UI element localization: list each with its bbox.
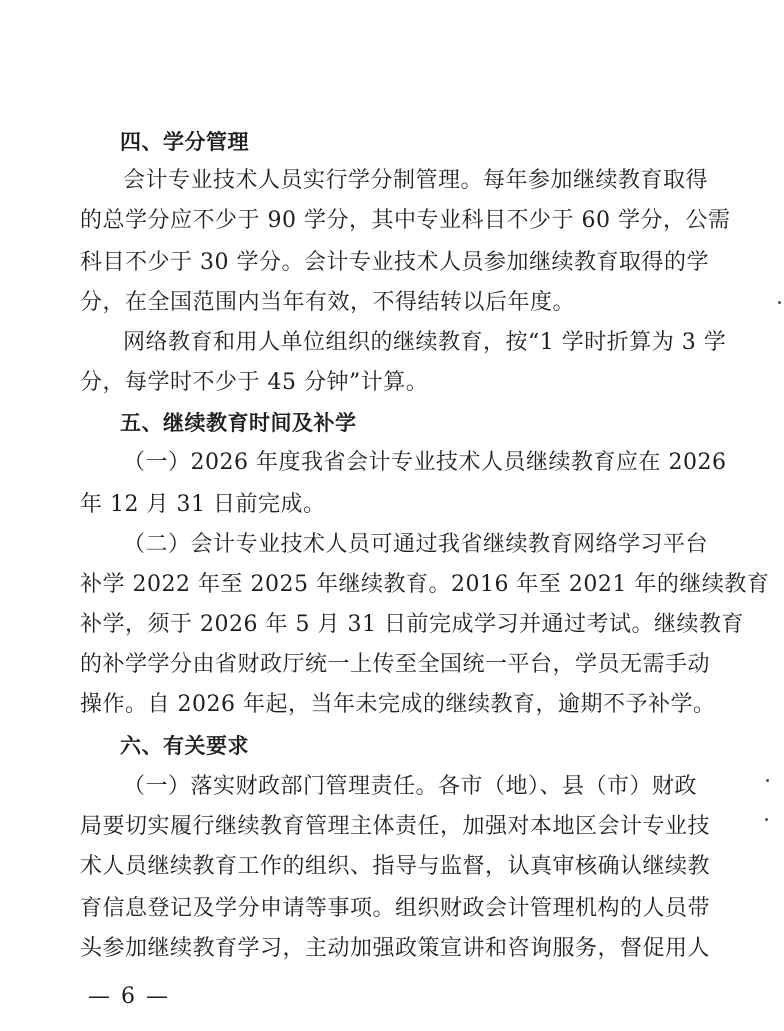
paragraph-line: 科目不少于 30 学分。会计专业技术人员参加继续教育取得的学 (80, 250, 709, 275)
scan-speck (765, 818, 768, 821)
paragraph-line: 分，在全国范围内当年有效，不得结转以后年度。 (80, 290, 576, 315)
paragraph-line: （二）会计专业技术人员可通过我省继续教育网络学习平台 (123, 532, 709, 557)
paragraph-line: 网络教育和用人单位组织的继续教育，按“1 学时折算为 3 学 (123, 330, 727, 355)
paragraph-line: 操作。自 2026 年起，当年未完成的继续教育，逾期不予补学。 (80, 692, 716, 717)
paragraph-line: 的总学分应不少于 90 学分，其中专业科目不少于 60 学分，公需 (80, 208, 731, 233)
paragraph-line: 补学，须于 2026 年 5 月 31 日前完成学习并通过考试。继续教育 (80, 612, 744, 637)
section-heading-requirements: 六、有关要求 (120, 734, 249, 758)
paragraph-line: 补学 2022 年至 2025 年继续教育。2016 年至 2021 年的继续教育 (80, 572, 770, 597)
paragraph-line: 的补学学分由省财政厅统一上传至全国统一平台，学员无需手动 (80, 652, 711, 677)
paragraph-line: 头参加继续教育学习，主动加强政策宣讲和咨询服务，督促用人 (80, 936, 711, 961)
section-heading-continuing-education-time: 五、继续教育时间及补学 (120, 411, 357, 435)
paragraph-line: 年 12 月 31 日前完成。 (80, 492, 326, 517)
paragraph-line: （一）落实财政部门管理责任。各市（地）、县（市）财政 (123, 774, 698, 799)
scan-speck (766, 779, 769, 782)
paragraph-line: （一）2026 年度我省会计专业技术人员继续教育应在 2026 (123, 450, 727, 475)
paragraph-line: 局要切实履行继续教育管理主体责任，加强对本地区会计专业技 (80, 814, 711, 839)
paragraph-line: 术人员继续教育工作的组织、指导与监督，认真审核确认继续教 (80, 854, 711, 879)
paragraph-line: 会计专业技术人员实行学分制管理。每年参加继续教育取得 (123, 168, 709, 193)
paragraph-line: 育信息登记及学分申请等事项。组织财政会计管理机构的人员带 (80, 896, 711, 921)
section-heading-credit-management: 四、学分管理 (120, 130, 249, 154)
page-number: — 6 — (88, 984, 170, 1009)
scan-speck (778, 301, 781, 304)
paragraph-line: 分，每学时不少于 45 分钟”计算。 (80, 370, 429, 395)
